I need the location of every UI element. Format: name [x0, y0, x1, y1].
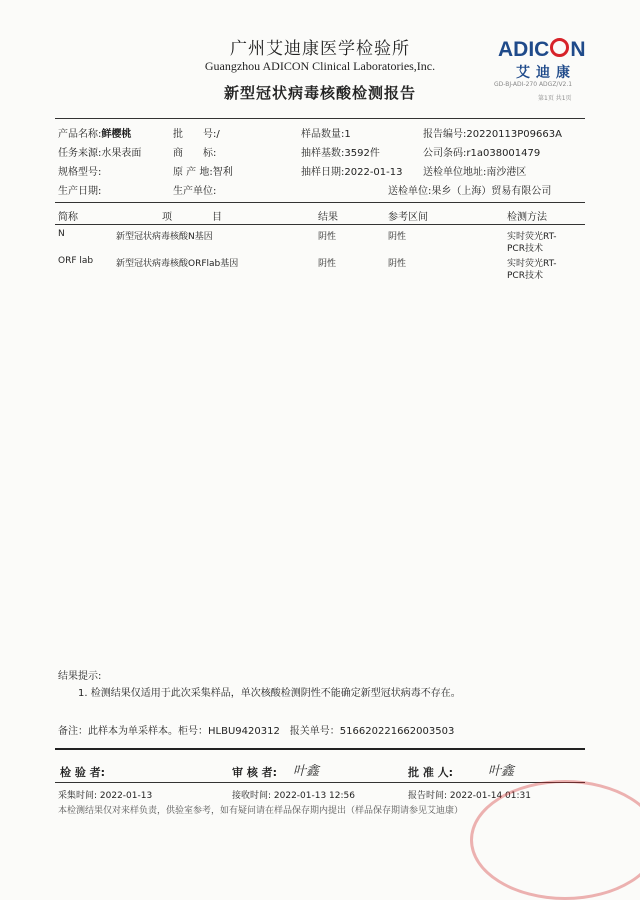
- col-item-1: 项: [162, 212, 172, 223]
- spec-field: 规格型号:: [58, 167, 102, 178]
- col-item-2: 目: [212, 212, 222, 223]
- logo-text-post: N: [570, 38, 586, 61]
- sample-qty-field: 样品数量:1: [301, 129, 351, 140]
- task-value: 水果表面: [101, 148, 142, 159]
- product-value: 鲜樱桃: [101, 129, 132, 140]
- sender-addr-field: 送检单位地址:南沙港区: [423, 167, 527, 178]
- origin-field: 原 产 地:智利: [173, 167, 233, 178]
- logo-text-pre: ADIC: [498, 38, 550, 61]
- task-field: 任务来源:水果表面: [58, 148, 142, 159]
- maker-field: 生产单位:: [173, 186, 217, 197]
- seal-stamp: [470, 780, 640, 900]
- row-ref: 阴性: [388, 259, 407, 269]
- product-field: 产品名称:鲜樱桃: [58, 129, 132, 140]
- receive-time: 接收时间: 2022-01-13 12:56: [232, 791, 355, 801]
- reviewer-signature: 叶鑫: [293, 764, 320, 779]
- adicon-logo: [498, 38, 586, 62]
- footer-rule: [55, 748, 585, 750]
- sampling-date-field: 抽样日期:2022-01-13: [301, 167, 403, 178]
- inspector-label: 检 验 者:: [60, 766, 106, 779]
- sender-field: 送检单位:果乡（上海）贸易有限公司: [388, 186, 552, 197]
- base-value: 3592件: [344, 148, 380, 159]
- row-method-2: PCR技术: [507, 244, 543, 254]
- sampling-date-value: 2022-01-13: [344, 167, 403, 178]
- prod-date-field: 生产日期:: [58, 186, 102, 197]
- logo-cn: 艾迪康: [516, 65, 576, 81]
- row-abbr: ORF lab: [58, 256, 94, 266]
- row-method-1: 实时荧光RT-: [507, 232, 557, 242]
- signature-rule: [55, 782, 585, 783]
- row-abbr: N: [58, 229, 65, 239]
- lab-name-cn: 广州艾迪康医学检验所: [230, 39, 410, 59]
- row-method-2: PCR技术: [507, 271, 543, 281]
- logo-ring-icon: [550, 38, 569, 57]
- top-rule: [55, 118, 585, 119]
- col-abbr: 简称: [58, 212, 78, 223]
- approver-signature: 叶鑫: [488, 764, 515, 779]
- sender-addr-value: 南沙港区: [486, 167, 527, 178]
- report-time: 报告时间: 2022-01-14 01:31: [408, 791, 531, 801]
- reviewer-label: 审 核 者:: [232, 766, 278, 779]
- row-result: 阴性: [318, 259, 337, 269]
- row-method-1: 实时荧光RT-: [507, 259, 557, 269]
- lab-name-en: Guangzhou ADICON Clinical Laboratories,Inc.: [204, 59, 436, 73]
- col-ref: 参考区间: [388, 212, 428, 223]
- header-rule: [55, 224, 585, 225]
- sender-value: 果乡（上海）贸易有限公司: [431, 186, 552, 197]
- row-item: 新型冠状病毒核酸ORFlab基因: [116, 259, 239, 269]
- row-ref: 阴性: [388, 232, 407, 242]
- report-title: 新型冠状病毒核酸检测报告: [223, 84, 416, 102]
- batch-field: 批 号:/: [173, 129, 220, 140]
- row-result: 阴性: [318, 232, 337, 242]
- report-no-value: 20220113P09663A: [466, 129, 562, 140]
- batch-value: /: [216, 129, 220, 140]
- report-no-field: 报告编号:20220113P09663A: [423, 129, 562, 140]
- hint-1: 1. 检测结果仅适用于此次采集样品，单次核酸检测阴性不能确定新型冠状病毒不存在。: [78, 688, 461, 699]
- page-indicator: 第1页 共1页: [538, 95, 572, 102]
- barcode-field: 公司条码:r1a038001479: [423, 148, 541, 159]
- base-field: 抽样基数:3592件: [301, 148, 380, 159]
- form-code: GD-BJ-ADI-270 ADGZ/V2.1: [494, 81, 573, 88]
- barcode-value: r1a038001479: [466, 148, 541, 159]
- hint-title: 结果提示:: [58, 671, 102, 682]
- remark: 备注：此样本为单采样本。柜号：HLBU9420312 报关单号：516620221662003503: [58, 726, 455, 737]
- row-item: 新型冠状病毒核酸N基因: [116, 232, 213, 242]
- sample-qty-value: 1: [344, 129, 351, 140]
- collect-time: 采集时间: 2022-01-13: [58, 791, 153, 801]
- origin-value: 智利: [212, 167, 233, 178]
- brand-field: 商 标:: [173, 148, 217, 159]
- info-rule: [55, 202, 585, 203]
- col-result: 结果: [318, 212, 338, 223]
- col-method: 检测方法: [507, 212, 547, 223]
- disclaimer: 本检测结果仅对来样负责，供验室参考，如有疑问请在样品保存期内提出（样品保存期请参见艾迪康）: [58, 806, 464, 816]
- approver-label: 批 准 人:: [408, 766, 454, 779]
